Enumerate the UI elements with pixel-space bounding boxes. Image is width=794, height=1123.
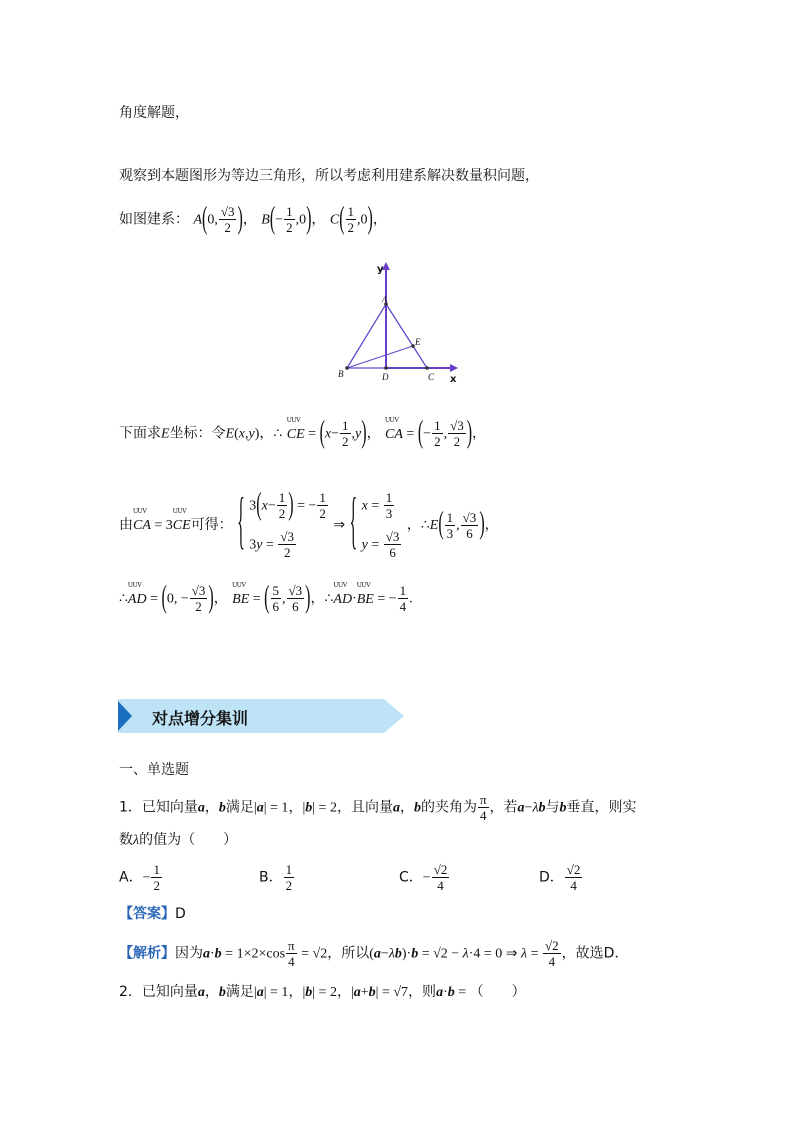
x-axis-label: x xyxy=(450,374,457,385)
label-a: A xyxy=(382,295,387,304)
analysis-tag: 【解析】 xyxy=(119,945,175,962)
q1-stem-line1: 1．已知向量a，b满足|a| = 1，|b| = 2，且向量a，b的夹角为 $\frac{\pi}{4}$ ，若a−λb与b垂直，则实 xyxy=(119,792,637,823)
point-c-label: C xyxy=(329,212,340,228)
side-ab xyxy=(347,304,386,368)
x-axis-arrow xyxy=(450,364,458,372)
vector-ad: UUV AD xyxy=(127,580,147,607)
e-mid: 坐标：令 xyxy=(169,425,226,442)
section-banner xyxy=(118,699,408,733)
side-ac xyxy=(386,304,427,368)
option-d[interactable]: D． $\frac{√2}{4}$ xyxy=(539,862,581,893)
text-line-system: 由 UUV CA = 3 UUV CE可得： { 3(x− $\frac{1}{2}$ ) = − $\frac{1}{2}$ 3y = $\frac{√3}{2}$ ⇒ { x = $\frac{1}{3}$ y = $\frac{√3}{6}$ ，∴E( $\frac{1}{3}$ , $\frac{√3}{6}$ )， xyxy=(119,487,499,560)
vector-ce: UUV CE xyxy=(286,415,305,442)
text-line-dot-product: ∴ UUV AD = (0, − $\frac{√3}{2}$ )， UUV BE = ( $\frac{5}{6}$ , $\frac{√3}{6}$ )，∴ UUV AD· UUV BE = − $\frac{1}{4}$ . xyxy=(119,580,413,615)
system-mid: 可得： xyxy=(190,517,233,533)
vector-be: UUV BE xyxy=(232,580,250,607)
text-line-coordinates: 如图建系： A(0, $\frac{√3}{2}$ )， B(− $\frac{1}{2}$ ,0)， C( $\frac{1}{2}$ ,0)， xyxy=(119,201,387,236)
label-b: B xyxy=(338,369,344,379)
coordinates-prefix: 如图建系： xyxy=(119,211,189,228)
option-c[interactable]: C．− $\frac{√2}{4}$ xyxy=(399,862,448,893)
label-d: D xyxy=(382,372,389,382)
point-a-label: A xyxy=(193,212,203,228)
q2-stem: 2．已知向量a，b满足|a| = 1，|b| = 2，|a+b| = √7，则a·b = （ ） xyxy=(119,984,526,1000)
q1-stem-line2: 数λ的值为（ ） xyxy=(119,832,238,848)
q1-answer xyxy=(119,904,186,924)
option-b[interactable]: B． $\frac{1}{2}$ xyxy=(259,862,293,893)
q1-options xyxy=(119,862,679,898)
part-heading: 一、单选题 xyxy=(119,762,189,778)
answer-tag: 【答案】 xyxy=(119,906,175,922)
vector-ca: UUV CA xyxy=(385,415,403,442)
q1-analysis: 【解析】因为a·b = 1×2×cos $\frac{\pi}{4}$ = √2，所以(a−λb)·b = √2 − λ·4 = 0 ⇒ λ = $\frac{√2}{4}$ ，故选D． xyxy=(119,938,629,969)
banner-title: 对点增分集训 xyxy=(152,709,249,728)
e-prefix: 下面求 xyxy=(119,425,161,442)
text-line-e-coordinate: 下面求E坐标：令E(x,y)，∴ UUV CE = (x− $\frac{1}{2}$ ,y)， UUV CA = (− $\frac{1}{2}$ , $\frac{√3}{2}$ )， xyxy=(119,415,487,450)
text-line-2: 观察到本题图形为等边三角形，所以考虑利用建系解决数量积问题， xyxy=(119,168,539,184)
point-c-dot xyxy=(425,366,429,370)
point-d-dot xyxy=(384,366,388,370)
label-e: E xyxy=(415,337,421,347)
triangle-diagram xyxy=(330,258,465,388)
text-line-1: 角度解题， xyxy=(119,105,189,121)
segment-be xyxy=(347,346,413,368)
answer-value: D xyxy=(175,906,186,922)
option-a[interactable]: A．− $\frac{1}{2}$ xyxy=(119,862,160,893)
label-c: C xyxy=(428,372,435,382)
point-b-dot xyxy=(345,366,349,370)
point-b-label: B xyxy=(261,212,270,228)
y-axis-label: y xyxy=(377,264,384,275)
system-prefix: 由 xyxy=(119,517,133,533)
